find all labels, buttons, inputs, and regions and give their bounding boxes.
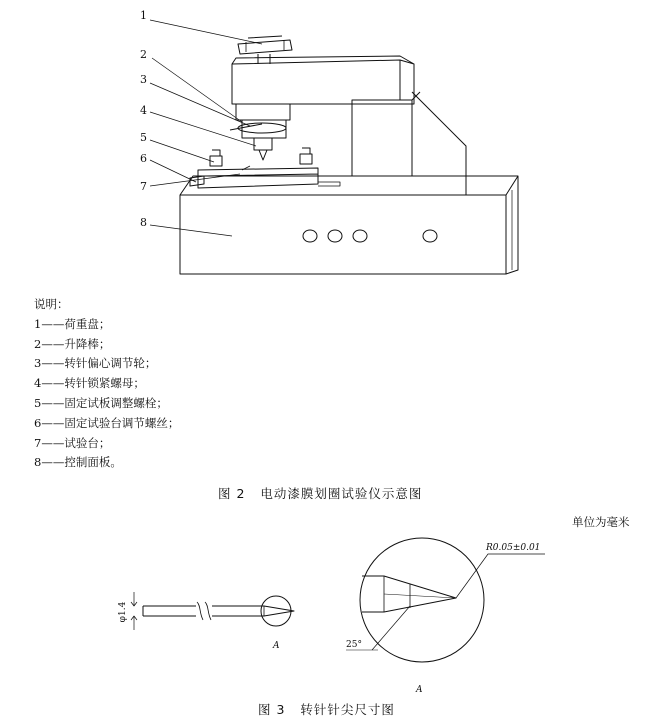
horizontal-arm [232, 56, 414, 104]
figure3-caption: 图 3 转针针尖尺寸图 [258, 702, 395, 717]
knob-3 [353, 230, 367, 242]
callout-7: 7 [140, 180, 147, 193]
knob-1 [303, 230, 317, 242]
radius-label: R0.05±0.01 [486, 543, 541, 553]
knob-2 [328, 230, 342, 242]
control-panel-body [180, 176, 518, 274]
apparatus-drawing [150, 20, 518, 274]
detail-circle-large [360, 538, 484, 662]
legend-item: 7——试验台； [34, 435, 111, 450]
figure2-caption: 图 2 电动漆膜划圈试验仪示意图 [218, 486, 423, 501]
legend-item: 6——固定试验台调节螺丝； [34, 415, 180, 430]
legend-heading: 说明： [34, 297, 69, 311]
lock-nut [254, 138, 272, 150]
legend-item: 1——荷重盘； [34, 316, 111, 331]
legend-item: 3——转针偏心调节轮； [34, 356, 157, 371]
detail-label-left: A [273, 641, 280, 651]
test-stage [198, 168, 318, 188]
callout-8: 8 [140, 216, 147, 229]
unit-note: 单位为毫米 [572, 515, 630, 529]
stylus [259, 150, 267, 160]
figure2-legend [34, 295, 179, 473]
lift-rod [230, 124, 262, 130]
angle-label: 25° [346, 640, 362, 650]
needle-tip [212, 606, 294, 616]
callout-6: 6 [140, 152, 147, 165]
legend-item: 4——转针锁紧螺母； [34, 376, 145, 391]
legend-item: 5——固定试板调整螺栓； [34, 395, 168, 410]
needle-drawing [131, 538, 545, 662]
callout-1: 1 [140, 9, 147, 22]
callout-3: 3 [140, 73, 147, 86]
legend-item: 8——控制面板。 [34, 455, 122, 470]
clamp-bolt-left [210, 150, 222, 166]
callout-4: 4 [140, 104, 147, 117]
adjust-screw [190, 176, 204, 186]
callout-2: 2 [140, 48, 147, 61]
detail-circle-small [261, 596, 291, 626]
knob-4 [423, 230, 437, 242]
diameter-label: φ1.4 [118, 601, 128, 623]
clamp-bolt-right [300, 148, 312, 164]
legend-item: 2——升降棒； [34, 336, 111, 351]
tip-detail-outline [362, 576, 456, 612]
callout-5: 5 [140, 131, 147, 144]
support-column [352, 92, 466, 195]
detail-label-right: A [416, 685, 423, 695]
needle-shank [143, 606, 196, 616]
